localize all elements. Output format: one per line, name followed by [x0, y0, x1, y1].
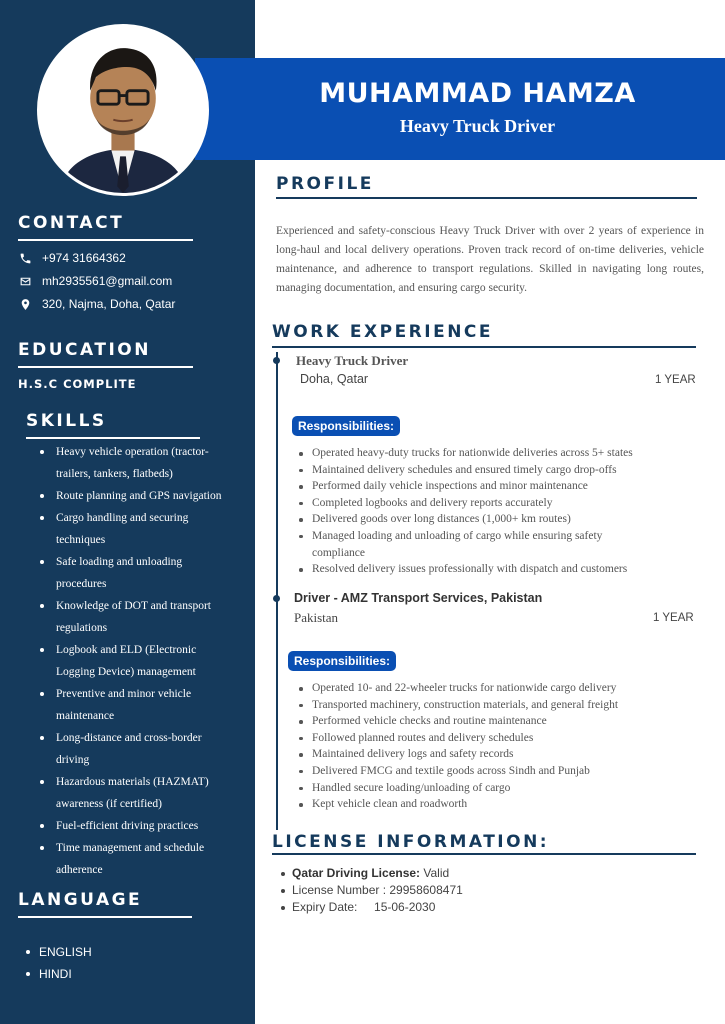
responsibility-item: Delivered goods over long distances (1,000+ km routes) [296, 511, 696, 528]
skill-item: Time management and schedule adherence [38, 837, 233, 881]
skill-item: Knowledge of DOT and transport regulations [38, 595, 233, 639]
license-number: License Number : 29958608471 [278, 882, 463, 899]
language-heading: LANGUAGE [18, 890, 143, 910]
responsibility-item: Maintained delivery logs and safety records [296, 746, 696, 763]
skills-divider [26, 437, 200, 439]
profile-heading: PROFILE [276, 174, 374, 194]
skill-item: Preventive and minor vehicle maintenance [38, 683, 233, 727]
responsibility-item: Kept vehicle clean and roadworth [296, 796, 696, 813]
job-title: Heavy Truck Driver [296, 353, 409, 368]
responsibilities-badge: Responsibilities: [288, 651, 396, 671]
profile-summary: Experienced and safety-conscious Heavy Truck Driver with over 2 years of experience in long-haul and local delivery operations. Proven track record of on-time deliveries, vehicle maintenance, and adherence to transport regulations. Skilled in navigating long routes, managing documentation, and ensuring cargo security. [276, 225, 704, 294]
responsibility-item: Operated heavy-duty trucks for nationwide deliveries across 5+ states [296, 445, 696, 462]
license-expiry: Expiry Date: 15-06-2030 [278, 899, 463, 916]
education-divider [18, 366, 193, 368]
language-item: ENGLISH [24, 941, 92, 963]
contact-email [18, 274, 172, 288]
education-heading: EDUCATION [18, 340, 151, 360]
skill-item: Safe loading and unloading procedures [38, 551, 233, 595]
phone-icon [18, 251, 32, 265]
license-type-label: Qatar Driving License: [292, 866, 421, 880]
avatar [40, 27, 206, 193]
timeline-dot [273, 595, 280, 602]
responsibility-item: Delivered FMCG and textile goods across Sindh and Punjab [296, 763, 696, 780]
work-divider [272, 346, 696, 348]
job-location: Pakistan [294, 610, 339, 625]
license-item [278, 865, 463, 882]
skill-item: Cargo handling and securing techniques [38, 507, 233, 551]
responsibilities-list [296, 680, 696, 813]
skill-item: Logbook and ELD (Electronic Logging Device) management [38, 639, 233, 683]
language-item: HINDI [24, 963, 92, 985]
responsibility-item: Operated 10- and 22-wheeler trucks for nationwide cargo delivery [296, 680, 696, 697]
job-title: Driver - AMZ Transport Services, Pakistan [294, 591, 543, 605]
license-status: Valid [420, 866, 450, 880]
responsibility-item: Resolved delivery issues professionally with dispatch and customers [296, 561, 696, 578]
language-list [24, 941, 92, 985]
contact-phone [18, 251, 126, 265]
skill-item: Long-distance and cross-border driving [38, 727, 233, 771]
job-location: Doha, Qatar [300, 372, 369, 386]
skills-list [38, 441, 233, 881]
skill-item: Route planning and GPS navigation [38, 485, 233, 507]
responsibility-item: Maintained delivery schedules and ensured timely cargo drop-offs [296, 462, 696, 479]
skill-item: Hazardous materials (HAZMAT) awareness (if certified) [38, 771, 233, 815]
job-duration: 1 YEAR [655, 374, 696, 386]
responsibility-item: Completed logbooks and delivery reports accurately [296, 495, 696, 512]
profile-divider [276, 197, 697, 199]
email-text: mh2935561@gmail.com [42, 274, 173, 288]
person-title: Heavy Truck Driver [399, 116, 556, 136]
license-divider [272, 853, 696, 855]
address-text: 320, Najma, Doha, Qatar [42, 297, 176, 311]
license-heading: LICENSE INFORMATION: [272, 832, 550, 852]
contact-address [18, 297, 175, 311]
name-banner [195, 58, 725, 160]
responsibilities-badge: Responsibilities: [292, 416, 400, 436]
job-duration: 1 YEAR [653, 612, 694, 624]
person-name: MUHAMMAD HAMZA [319, 78, 636, 109]
profile-photo [37, 24, 209, 196]
responsibility-item: Transported machinery, construction materials, and general freight [296, 697, 696, 714]
mail-icon [18, 274, 32, 288]
education-item: H.S.C COMPLITE [18, 377, 137, 391]
responsibility-item: Managed loading and unloading of cargo while ensuring safety compliance [296, 528, 641, 561]
skill-item: Heavy vehicle operation (tractor-trailers, tankers, flatbeds) [38, 441, 233, 485]
responsibilities-list [296, 445, 696, 578]
language-divider [18, 916, 192, 918]
phone-text: +974 31664362 [42, 251, 126, 265]
skills-heading: SKILLS [26, 411, 107, 431]
responsibility-item: Handled secure loading/unloading of cargo [296, 780, 696, 797]
contact-heading: CONTACT [18, 213, 125, 233]
responsibility-item: Performed daily vehicle inspections and minor maintenance [296, 478, 696, 495]
timeline-dot [273, 357, 280, 364]
responsibility-item: Performed vehicle checks and routine maintenance [296, 713, 696, 730]
contact-divider [18, 239, 193, 241]
license-list [278, 865, 463, 916]
skill-item: Fuel-efficient driving practices [38, 815, 233, 837]
work-heading: WORK EXPERIENCE [272, 322, 494, 342]
location-pin-icon [18, 297, 32, 311]
timeline-line [276, 352, 278, 830]
responsibility-item: Followed planned routes and delivery schedules [296, 730, 696, 747]
